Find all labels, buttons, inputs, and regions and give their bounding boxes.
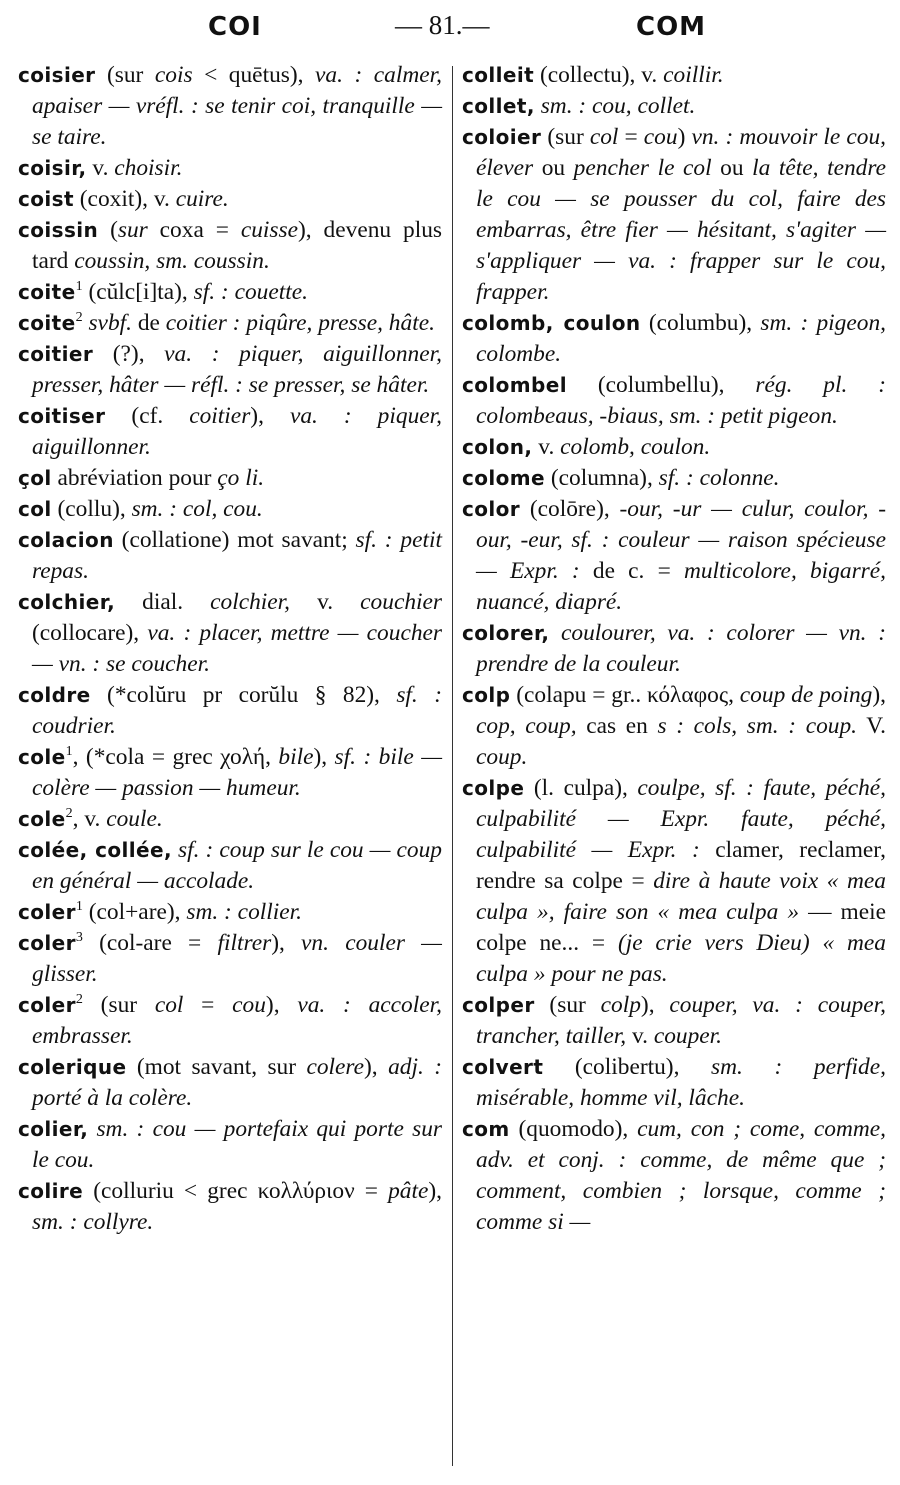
definition-text: vn. : mouvoir le cou, élever [476, 124, 887, 181]
definition-text: va. : piquer, aiguillonner. [32, 403, 442, 460]
right-column [462, 60, 886, 1238]
page-number: — 81.— [395, 10, 490, 40]
headword: cole [18, 745, 66, 769]
etymology-text: (cŭlc[i]ta), [82, 279, 194, 305]
dictionary-entry [18, 1176, 442, 1238]
dictionary-entry [18, 525, 442, 587]
dictionary-entry [18, 897, 442, 928]
dictionary-entry [18, 308, 442, 339]
etymology-text: de [131, 310, 166, 336]
dictionary-entry [462, 494, 886, 618]
headword: com [462, 1117, 510, 1141]
etymology-text: (col-are = [82, 930, 218, 956]
headword: colorer, [462, 621, 550, 645]
dictionary-entry [462, 773, 886, 990]
homonym-number: 1 [65, 743, 73, 760]
headword: coitier [18, 342, 94, 366]
definition-text: cuire. [175, 186, 229, 212]
definition-text: sm. : cou — portefaix qui porte sur le cou. [32, 1116, 442, 1173]
etymology-text: = [618, 124, 644, 150]
definition-text: rég. pl. : colombeaus, -biaus, sm. : petit pigeon. [476, 372, 886, 429]
headword: coloier [462, 125, 542, 149]
headword: coler [18, 993, 76, 1017]
dictionary-entry [462, 122, 886, 308]
etymology-text: = [183, 992, 233, 1018]
definition-text: adj. : porté à la colère. [32, 1054, 442, 1111]
definition-text: coulourer, va. : colorer — vn. : prendre de la couleur. [476, 620, 886, 677]
etymology-text: (sur [95, 62, 155, 88]
headword: coisier [18, 63, 96, 87]
definition-text: sf. : bile — colère — passion — humeur. [32, 744, 442, 801]
headword: colier, [18, 1117, 89, 1141]
etymology-text: (cf. [105, 403, 190, 429]
etymology-text: ( [98, 217, 118, 243]
etymology-text: ou [533, 155, 574, 181]
headword: coist [18, 187, 74, 211]
dictionary-entry [18, 153, 442, 184]
dictionary-entry [18, 804, 442, 835]
definition-text: svbf. [88, 310, 132, 336]
definition-text: coup de poing [739, 682, 873, 708]
definition-text: -our, -ur — culur, coulor, -our, -eur, sf. : couleur — raison spécieuse — Expr. : [476, 496, 886, 584]
headword: colpe [462, 776, 525, 800]
column-divider [452, 66, 453, 1466]
definition-text: cou [643, 124, 678, 150]
etymology-text: ), [364, 1054, 389, 1080]
headword: colon, [462, 435, 533, 459]
etymology-text: ), [428, 1178, 442, 1204]
definition-text: sm. : cou, collet. [540, 93, 696, 119]
dictionary-entry [462, 432, 886, 463]
etymology-text: (*colŭru pr corŭlu § 82), [90, 682, 397, 708]
etymology-text: (collocare), [32, 620, 148, 646]
etymology-text: v. [626, 1023, 654, 1049]
dictionary-entry [18, 215, 442, 277]
definition-text: coule. [106, 806, 163, 832]
dictionary-entry [462, 680, 886, 773]
definition-text: sm. : collier. [186, 899, 302, 925]
definition-text: pencher le col [573, 155, 712, 181]
etymology-text: (colluriu < grec κολλύριον = [83, 1178, 389, 1204]
etymology-text: v. [86, 155, 115, 181]
etymology-text: (columbu), [640, 310, 761, 336]
definition-text: sm. : perfide, misérable, homme vil, lâche. [476, 1054, 886, 1111]
definition-text: colchier, [210, 589, 291, 615]
definition-text: ço li. [217, 465, 265, 491]
etymology-text: ), devenu plus tard [32, 217, 443, 274]
etymology-text: v. [290, 589, 361, 615]
headword: colomb, coulon [462, 311, 641, 335]
definition-text: cou [232, 992, 266, 1018]
dictionary-entry [462, 1114, 886, 1238]
definition-text: dire à haute voix « mea culpa », faire son « mea culpa » [476, 868, 886, 925]
etymology-text: (quomodo), [509, 1116, 638, 1142]
headword: colchier, [18, 590, 116, 614]
headword: coite [18, 280, 76, 304]
dictionary-entry [462, 990, 886, 1052]
etymology-text: (collatione) mot savant; [113, 527, 356, 553]
header-left-guide-word: COI [208, 12, 262, 42]
definition-text: pâte [388, 1178, 429, 1204]
headword: colerique [18, 1055, 127, 1079]
etymology-text: (collectu), v. [534, 62, 664, 88]
definition-text: cop, coup, [476, 713, 577, 739]
dictionary-entry [18, 1114, 442, 1176]
definition-text: va. : accoler, embrasser. [32, 992, 442, 1049]
etymology-text: (colapu = gr.. κόλαφος, [510, 682, 740, 708]
definition-text: filtrer [217, 930, 272, 956]
headword: coler [18, 931, 76, 955]
headword: coisir, [18, 156, 87, 180]
headword: colome [462, 466, 545, 490]
definition-text: colere [306, 1054, 365, 1080]
etymology-text: v. [532, 434, 561, 460]
dictionary-entry [462, 91, 886, 122]
definition-text: couchier [360, 589, 443, 615]
definition-text: col [589, 124, 619, 150]
dictionary-entry [18, 1052, 442, 1114]
etymology-text: clamer, reclamer, rendre sa colpe = [476, 837, 887, 894]
etymology-text: dial. [115, 589, 211, 615]
dictionary-entry [18, 680, 442, 742]
etymology-text: — meie colpe ne... = [476, 899, 886, 956]
etymology-text: coxa = [147, 217, 241, 243]
headword: colire [18, 1179, 84, 1203]
etymology-text: V. [857, 713, 886, 739]
dictionary-entry [462, 618, 886, 680]
dictionary-entry [462, 370, 886, 432]
definition-text: sur [117, 217, 148, 243]
definition-text: (je crie vers Dieu) « mea culpa » pour ne pas. [476, 930, 886, 987]
definition-text: coup. [476, 744, 528, 770]
definition-text: cuisse [240, 217, 299, 243]
etymology-text: cas en [576, 713, 658, 739]
etymology-text: ), [265, 992, 298, 1018]
etymology-text: (coxit), v. [73, 186, 176, 212]
headword: colleit [462, 63, 535, 87]
headword: col [18, 497, 52, 521]
etymology-text: (sur [82, 992, 155, 1018]
dictionary-entry [18, 60, 442, 153]
left-column [18, 60, 442, 1238]
etymology-text: ou [711, 155, 753, 181]
definition-text: coulpe, sf. : faute, péché, culpabilité — Expr. faute, péché, culpabilité — Expr. : [476, 775, 887, 863]
definition-text: cum, con ; come, comme, adv. et conj. : comme, de même que ; comment, combien ; lorsque, comme ; comme si — [476, 1116, 886, 1235]
definition-text: coitier [189, 403, 251, 429]
dictionary-entry [18, 339, 442, 401]
homonym-number: 2 [75, 309, 83, 326]
definition-text: va. : placer, mettre — coucher — vn. : se coucher. [32, 620, 443, 677]
definition-text: sf. : colonne. [658, 465, 780, 491]
etymology-text: (colōre), [520, 496, 620, 522]
etymology-text: de c. = [579, 558, 684, 584]
etymology-text: ), [250, 403, 290, 429]
definition-text: bile [278, 744, 314, 770]
etymology-text: ), [640, 992, 670, 1018]
definition-text: va. : piquer, aiguillonner, presser, hâter — réfl. : se presser, se hâter. [32, 341, 442, 398]
dictionary-entry [18, 587, 442, 680]
headword: colacion [18, 528, 114, 552]
definition-text: la tête, tendre le cou — se pousser du col, faire des embarras, être fier — hésitant, s'agiter — s'appliquer — va. : frapper sur le cou, frapper. [476, 155, 886, 305]
headword: coldre [18, 683, 91, 707]
definition-text: colomb, coulon. [560, 434, 711, 460]
headword: coler [18, 900, 76, 924]
definition-text: cois [154, 62, 193, 88]
homonym-number: 1 [75, 898, 83, 915]
definition-text: couper, va. : couper, trancher, tailler, [476, 992, 886, 1049]
dictionary-entry [18, 463, 442, 494]
dictionary-entry [462, 1052, 886, 1114]
etymology-text: (mot savant, sur [126, 1054, 307, 1080]
definition-text: multicolore, bigarré, nuancé, diapré. [476, 558, 886, 615]
etymology-text: ), [872, 682, 886, 708]
headword: colvert [462, 1055, 544, 1079]
definition-text: sm. : col, cou. [131, 496, 263, 522]
etymology-text: (?), [93, 341, 165, 367]
homonym-number: 3 [75, 929, 83, 946]
dictionary-entry [18, 835, 442, 897]
etymology-text: (sur [541, 124, 590, 150]
headword: collet, [462, 94, 535, 118]
definition-text: vn. couler — glisser. [32, 930, 442, 987]
etymology-text: < quētus), [192, 62, 316, 88]
headword: cole [18, 807, 66, 831]
etymology-text: , (*cola = grec χολή, [72, 744, 279, 770]
definition-text: sf. : coudrier. [32, 682, 442, 739]
headword: coissin [18, 218, 99, 242]
headword: coitiser [18, 404, 106, 428]
definition-text: couper. [653, 1023, 723, 1049]
etymology-text: ) [677, 124, 692, 150]
homonym-number: 1 [75, 278, 83, 295]
dictionary-entry [18, 928, 442, 990]
etymology-text: abréviation pour [51, 465, 218, 491]
definition-text: s : cols, sm. : coup. [657, 713, 858, 739]
dictionary-entry [18, 742, 442, 804]
etymology-text: (col+are), [82, 899, 187, 925]
etymology-text: (columna), [545, 465, 659, 491]
dictionary-entry [462, 463, 886, 494]
etymology-text: (collu), [51, 496, 132, 522]
homonym-number: 2 [65, 805, 73, 822]
headword: colper [462, 993, 535, 1017]
definition-text: colp [600, 992, 641, 1018]
definition-text: sm. : collyre. [32, 1209, 154, 1235]
definition-text: sf. : petit repas. [32, 527, 442, 584]
headword: colp [462, 683, 511, 707]
definition-text: sm. : pigeon, colombe. [476, 310, 886, 367]
definition-text: col [154, 992, 184, 1018]
etymology-text: , v. [72, 806, 107, 832]
headword: coite [18, 311, 76, 335]
headword: color [462, 497, 521, 521]
etymology-text: (colibertu), [543, 1054, 712, 1080]
definition-text: choisir. [114, 155, 183, 181]
dictionary-entry [18, 494, 442, 525]
dictionary-entry [462, 308, 886, 370]
etymology-text: ), [313, 744, 335, 770]
definition-text: sf. : coup sur le cou — coup en général — accolade. [32, 837, 442, 894]
header-right-guide-word: COM [636, 12, 707, 42]
dictionary-entry [18, 184, 442, 215]
definition-text: coillir. [663, 62, 724, 88]
dictionary-entry [18, 401, 442, 463]
dictionary-entry [18, 277, 442, 308]
etymology-text: (l. culpa), [524, 775, 638, 801]
running-header [0, 8, 900, 48]
etymology-text: (sur [534, 992, 601, 1018]
etymology-text [549, 620, 561, 646]
dictionary-entry [18, 990, 442, 1052]
headword: colée, collée, [18, 838, 172, 862]
headword: colombel [462, 373, 567, 397]
headword: çol [18, 466, 52, 490]
definition-text: coitier : piqûre, presse, hâte. [165, 310, 435, 336]
dictionary-entry [462, 60, 886, 91]
etymology-text: ), [271, 930, 302, 956]
definition-text: sf. : couette. [193, 279, 308, 305]
definition-text: va. : calmer, apaiser — vréfl. : se tenir coi, tranquille — se taire. [32, 62, 442, 150]
etymology-text: (columbellu), [566, 372, 756, 398]
homonym-number: 2 [75, 991, 83, 1008]
definition-text: coussin, sm. coussin. [74, 248, 270, 274]
